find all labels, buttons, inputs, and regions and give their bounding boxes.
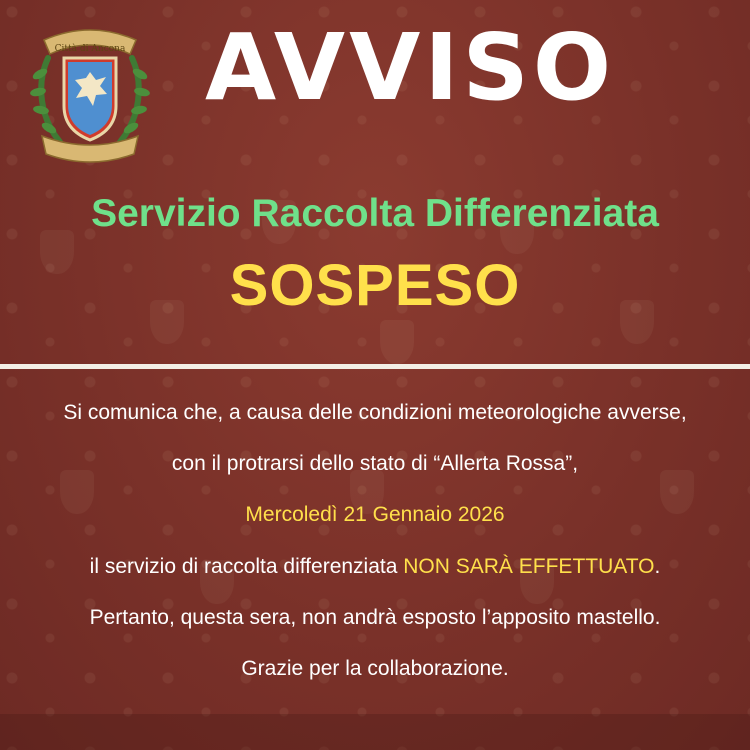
service-line-prefix: il servizio di raccolta differenziata <box>89 554 404 578</box>
bottom-strip <box>0 714 750 750</box>
notice-body <box>0 400 750 750</box>
body-line-2: con il protrarsi dello stato di “Allerta Rossa”, <box>171 452 579 476</box>
service-line-highlight: NON SARÀ EFFETTUATO <box>403 554 655 578</box>
svg-text:Città di Ancona: Città di Ancona <box>54 44 126 54</box>
service-subtitle: Servizio Raccolta Differenziata <box>91 192 659 235</box>
date-line: Mercoledì 21 Gennaio 2026 <box>245 503 505 527</box>
note-line: Pertanto, questa sera, non andrà esposto l’apposito mastello. <box>89 605 661 629</box>
page-title: AVVISO <box>204 14 616 121</box>
status-badge: SOSPESO <box>229 253 521 318</box>
thanks-line: Grazie per la collaborazione. <box>241 656 509 680</box>
poster-header <box>0 0 750 364</box>
service-line <box>0 554 750 579</box>
divider <box>0 364 750 369</box>
service-line-suffix: . <box>654 554 661 578</box>
body-line-1: Si comunica che, a causa delle condizioni meteorologiche avverse, <box>63 401 687 424</box>
